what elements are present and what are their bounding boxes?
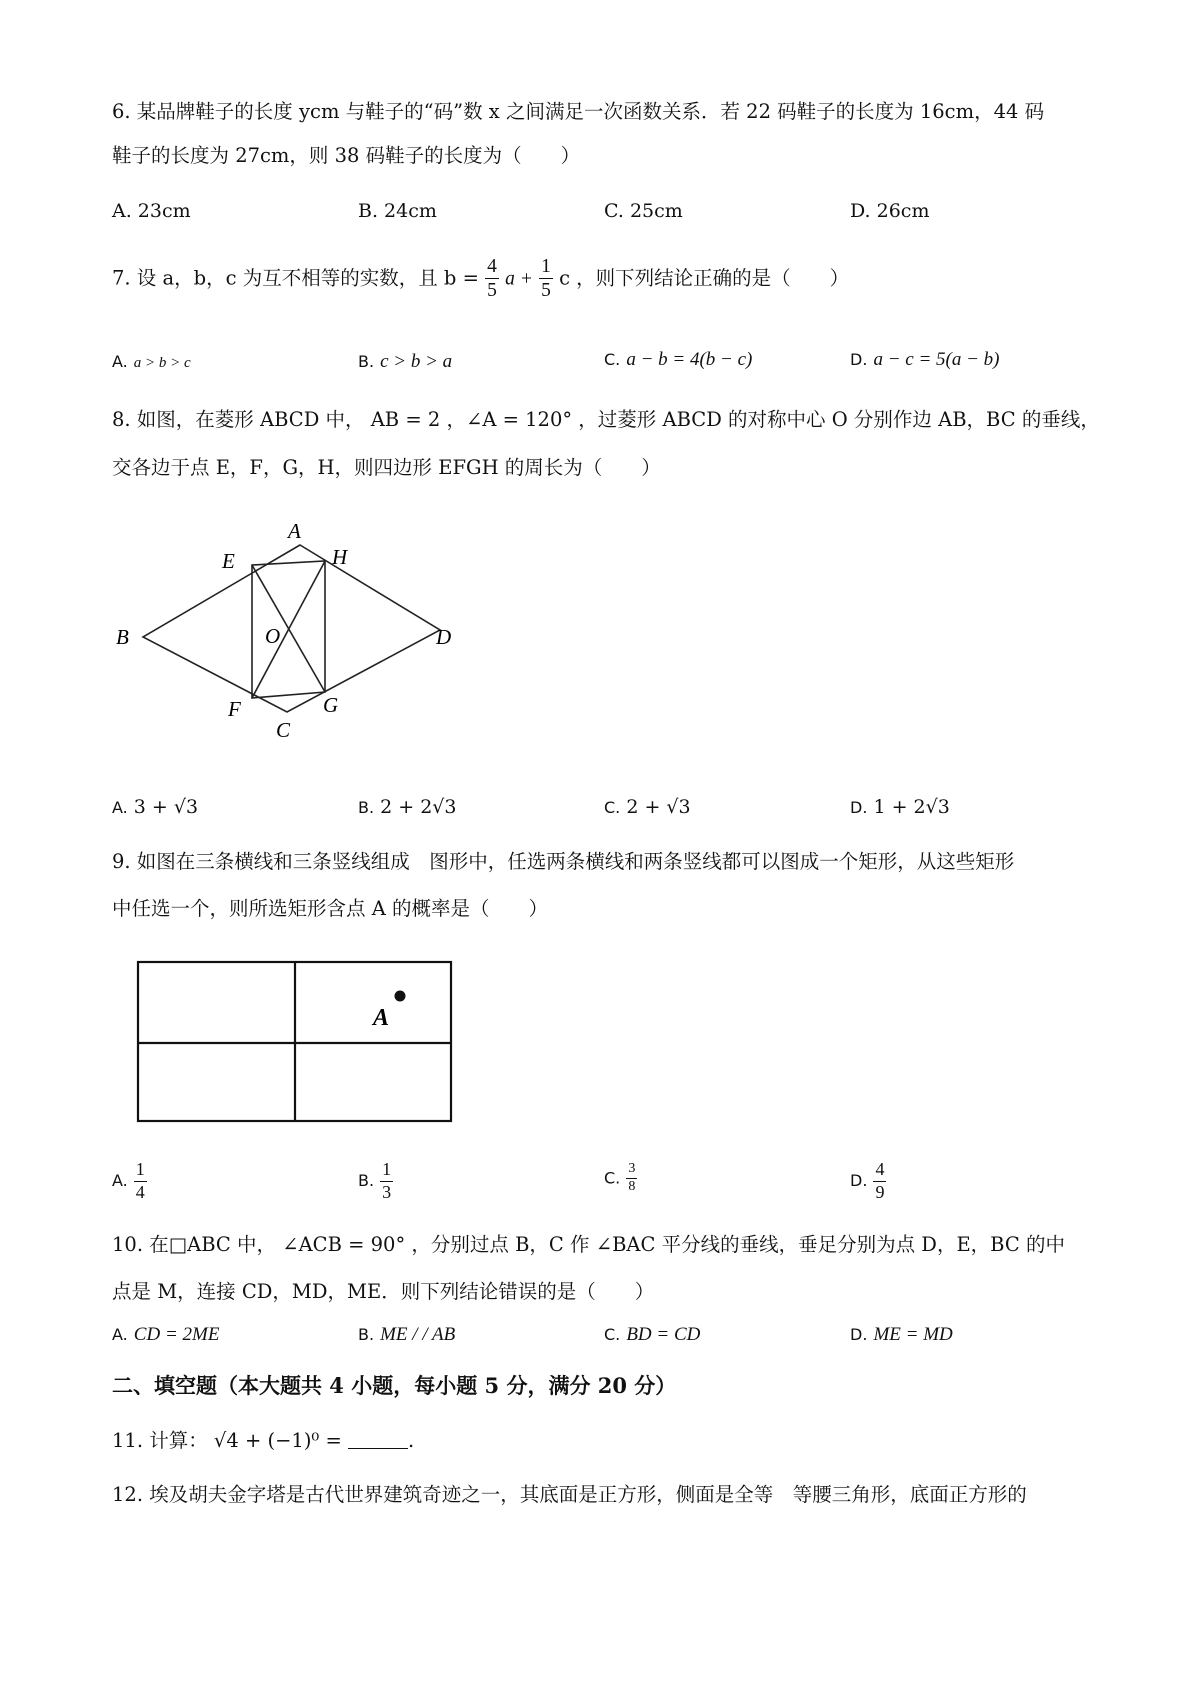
q7-prefix: 7. 设 a，b，c 为互不相等的实数，且 b = [112, 266, 479, 290]
q10-option-a[interactable]: A. CD = 2ME [112, 1324, 220, 1345]
q7-stem [112, 255, 849, 303]
q11-text: 11. 计算： √4 + (−1)⁰ = [112, 1429, 342, 1452]
label-g: G [323, 693, 339, 717]
label-b: B [116, 625, 129, 649]
q9-option-d-fraction: $\frac{4}{9}$ [875, 1159, 885, 1202]
label-c: C [276, 718, 291, 742]
q9-option-a-fraction: $\frac{1}{4}$ [135, 1159, 145, 1202]
label-a: A [288, 519, 301, 543]
q10-text-line2: 点是 M，连接 CD，MD，ME．则下列结论错误的是（ ） [112, 1280, 655, 1303]
q7-option-d[interactable]: D. a − c = 5(a − b) [850, 349, 1000, 370]
label-d: D [436, 625, 452, 649]
q6-text-line1: 6. 某品牌鞋子的长度 ycm 与鞋子的“码”数 x 之间满足一次函数关系．若 22 码鞋子的长度为 16cm，44 码 [112, 100, 1045, 123]
q10-option-b[interactable]: B. ME / / AB [358, 1324, 456, 1345]
q6-option-b[interactable]: B. 24cm [358, 200, 437, 222]
section-2-heading: 二、填空题（本大题共 4 小题，每小题 5 分，满分 20 分） [112, 1373, 677, 1398]
q7-fraction-2: $\frac{1}{5}$ [541, 256, 551, 302]
grid-figure [130, 955, 460, 1130]
q9-option-b[interactable]: B. $\frac{1}{3}$ [358, 1159, 392, 1202]
label-f: F [228, 697, 241, 721]
q7-mid: a + [505, 268, 533, 290]
q9-option-c[interactable]: C. $\frac{3}{8}$ [604, 1161, 636, 1194]
q6-option-a[interactable]: A. 23cm [112, 200, 191, 222]
q11-stem: 11. 计算： √4 + (−1)⁰ = . [112, 1429, 415, 1452]
q10-option-d[interactable]: D. ME = MD [850, 1324, 953, 1345]
q6-option-c[interactable]: C. 25cm [604, 200, 683, 222]
q7-option-c[interactable]: C. a − b = 4(b − c) [604, 349, 753, 370]
label-o: O [265, 624, 281, 648]
q7-suffix: c ，则下列结论正确的是（ ） [559, 266, 850, 290]
label-h: H [332, 545, 348, 569]
q9-option-b-fraction: $\frac{1}{3}$ [382, 1159, 392, 1202]
q8-option-c[interactable]: C. 2 + √3 [604, 796, 691, 818]
q7-option-a[interactable]: A. a > b > c [112, 352, 191, 371]
q10-text-line1: 10. 在□ABC 中， ∠ACB = 90° ，分别过点 B，C 作 ∠BAC 平分线的垂线，垂足分别为点 D，E，BC 的中 [112, 1233, 1065, 1256]
q6-option-d[interactable]: D. 26cm [850, 200, 930, 222]
rhombus-figure [100, 510, 480, 760]
q7-fraction-1: $\frac{4}{5}$ [487, 256, 497, 302]
q12-text-line1: 12. 埃及胡夫金字塔是古代世界建筑奇迹之一，其底面是正方形，侧面是全等 等腰三角形，底面正方形的 [112, 1483, 1027, 1506]
q9-text-line1: 9. 如图在三条横线和三条竖线组成 图形中，任选两条横线和两条竖线都可以图成一个矩形，从这些矩形 [112, 850, 1015, 873]
q9-text-line2: 中任选一个，则所选矩形含点 A 的概率是（ ） [112, 897, 548, 920]
point-a-dot [395, 991, 406, 1002]
q8-text-line1: 8. 如图，在菱形 ABCD 中， AB = 2 ，∠A = 120° ，过菱形 ABCD 的对称中心 O 分别作边 AB，BC 的垂线， [112, 408, 1100, 431]
q8-option-b[interactable]: B. 2 + 2√3 [358, 796, 457, 818]
q7-option-b[interactable]: B. c > b > a [358, 351, 453, 372]
q9-option-c-fraction: $\frac{3}{8}$ [628, 1161, 636, 1194]
label-e: E [222, 549, 235, 573]
q6-text-line2: 鞋子的长度为 27cm，则 38 码鞋子的长度为（ ） [112, 144, 581, 167]
point-a-label: A [373, 1005, 390, 1031]
q11-answer-blank[interactable] [348, 1432, 408, 1449]
q8-text-line2: 交各边于点 E，F，G，H，则四边形 EFGH 的周长为（ ） [112, 456, 661, 479]
diagonal-fh [252, 561, 325, 698]
q9-option-a[interactable]: A. $\frac{1}{4}$ [112, 1159, 145, 1202]
q8-option-d[interactable]: D. 1 + 2√3 [850, 796, 950, 818]
q8-option-a[interactable]: A. 3 + √3 [112, 796, 199, 818]
q10-option-c[interactable]: C. BD = CD [604, 1324, 701, 1345]
q9-option-d[interactable]: D. $\frac{4}{9}$ [850, 1159, 885, 1202]
rhombus-abcd [143, 545, 440, 712]
